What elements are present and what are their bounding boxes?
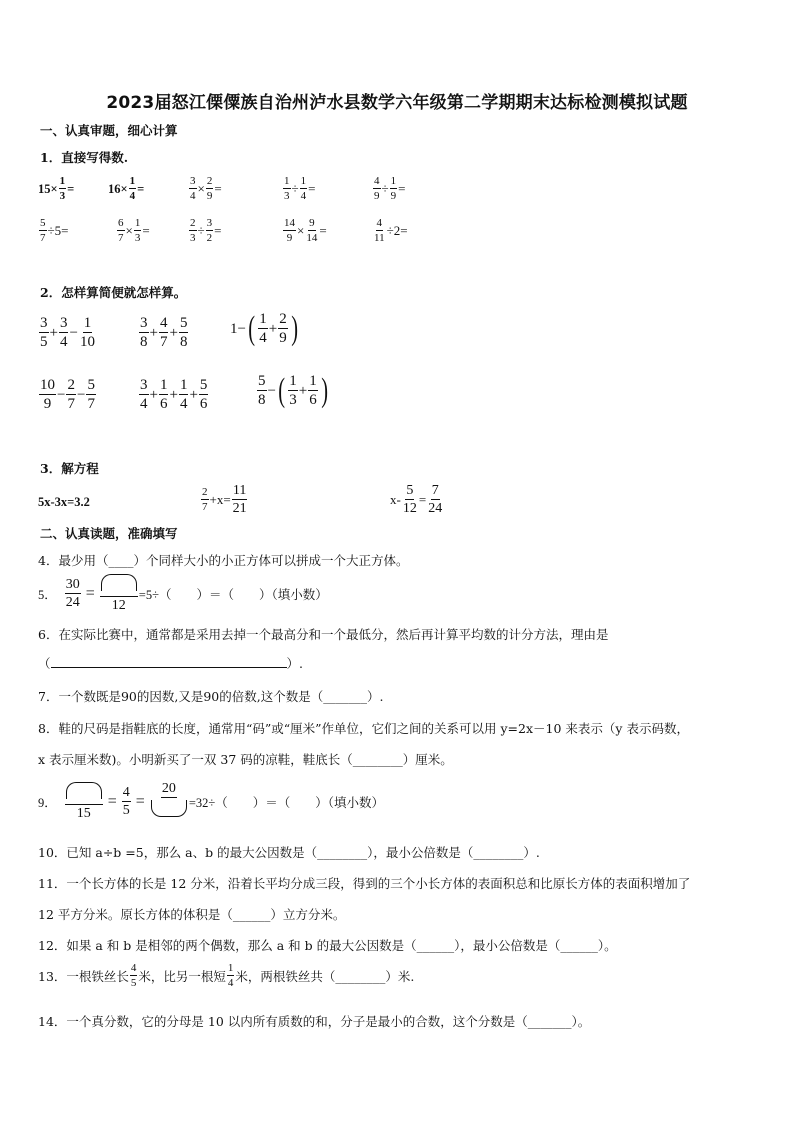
q1-item-3: $\frac{3}{4}$ × $\frac{2}{9}$ = (190, 175, 222, 202)
q1-item-2: 16× $\frac{1}{4}$ = (108, 175, 145, 202)
q2-expr-6: 5 8 − ( 1 3 + $\frac{1}{6}$ ) (258, 372, 328, 409)
q3-equation-2: 2 7 +x= $\frac{11}{21}$ (202, 483, 247, 516)
question-14: 14．一个真分数，它的分母是 10 以内所有质数的和，分子是最小的合数，这个分数是（_______）。 (38, 1014, 591, 1029)
q2-expr-3: 1− ( 1 4 + $\frac{2}{9}$ ) (230, 310, 298, 347)
q2-expr-5: 3 4 + $\frac{1}{6}$ + $\frac{1}{4}$ + $\frac{5}{6}$ (140, 377, 208, 412)
q6-answer-blank (51, 667, 287, 668)
q1-item-9: $\frac{14}{9}$ × $\frac{9}{14}$ = (284, 217, 327, 244)
question-2-label: 2．怎样算简便就怎样算。 (40, 285, 187, 300)
question-11-line-2: 12 平方分米。原长方体的体积是（______）立方分米。 (38, 907, 346, 922)
question-9: 9． 15 = $\frac{4}{5}$ = 20 =32÷（ ）＝（ ）（填小数） (38, 781, 384, 821)
q1-item-8: $\frac{2}{3}$ ÷ $\frac{3}{2}$ = (190, 217, 222, 244)
question-11-line-1: 11．一个长方体的长是 12 分米，沿着长平均分成三段，得到的三个小长方体的表面积总和比原长方体的表面积增加了 (38, 876, 691, 891)
question-1-label: 1．直接写得数. (40, 150, 129, 165)
q1-item-10: $\frac{4}{11}$ ÷2= (374, 217, 408, 244)
question-7: 7．一个数既是90的因数,又是90的倍数,这个数是（_______）. (38, 689, 384, 704)
section-heading-1: 一、认真审题，细心计算 (40, 123, 178, 138)
q1-item-1: 15× $\frac{1}{3}$ = (38, 175, 75, 202)
q1-item-6: $\frac{5}{7}$ ÷5= (40, 217, 69, 244)
q1-item-5: $\frac{4}{9}$ ÷ $\frac{1}{9}$ = (374, 175, 406, 202)
question-12: 12．如果 a 和 b 是相邻的两个偶数，那么 a 和 b 的最大公因数是（______），最小公倍数是（______）。 (38, 938, 617, 953)
question-13: 13．一根铁丝长 4 5 米，比另一根短 1 4 米，两根铁丝共（________）米. (38, 962, 415, 989)
question-10: 10．已知 a÷b =5，那么 a、b 的最大公因数是（________），最小公倍数是（________）. (38, 845, 540, 860)
q1-item-7: $\frac{6}{7}$ × $\frac{1}{3}$ = (118, 217, 150, 244)
q2-expr-1: 3 5 + $\frac{3}{4}$ − $\frac{1}{10}$ (40, 315, 95, 350)
question-3-label: 3．解方程 (40, 461, 99, 476)
q2-expr-2: 3 8 + $\frac{4}{7}$ + $\frac{5}{8}$ (140, 315, 188, 350)
question-5: 5． $\frac{30}{24}$ = 12 =5÷（ ）＝（ ）（填小数） (38, 574, 328, 613)
q1-item-4: $\frac{1}{3}$ ÷ $\frac{1}{4}$ = (284, 175, 316, 202)
question-8-line-2: x 表示厘米数)。小明新买了一双 37 码的凉鞋，鞋底长（________）厘米。 (38, 752, 453, 767)
question-6-line-1: 6．在实际比赛中，通常都是采用去掉一个最高分和一个最低分，然后再计算平均数的计分方法，理由是 (38, 627, 609, 642)
section-heading-2: 二、认真读题，准确填写 (40, 526, 178, 541)
q3-equation-1: 5x-3x=3.2 (38, 495, 90, 509)
question-4: 4．最少用（____）个同样大小的小正方体可以拼成一个大正方体。 (38, 553, 409, 568)
q3-equation-3: x- $\frac{5}{12}$ = $\frac{7}{24}$ (390, 483, 443, 516)
question-6-line-2: （ ）. (38, 656, 303, 671)
question-8-line-1: 8．鞋的尺码是指鞋底的长度，通常用“码”或“厘米”作单位，它们之间的关系可以用 y=2x－10 来表示（y 表示码数， (38, 721, 689, 736)
page-title: 2023届怒江傈僳族自治州泸水县数学六年级第二学期期末达标检测模拟试题 (106, 93, 688, 113)
q2-expr-4: 10 9 − $\frac{2}{7}$ − $\frac{5}{7}$ (40, 377, 95, 412)
